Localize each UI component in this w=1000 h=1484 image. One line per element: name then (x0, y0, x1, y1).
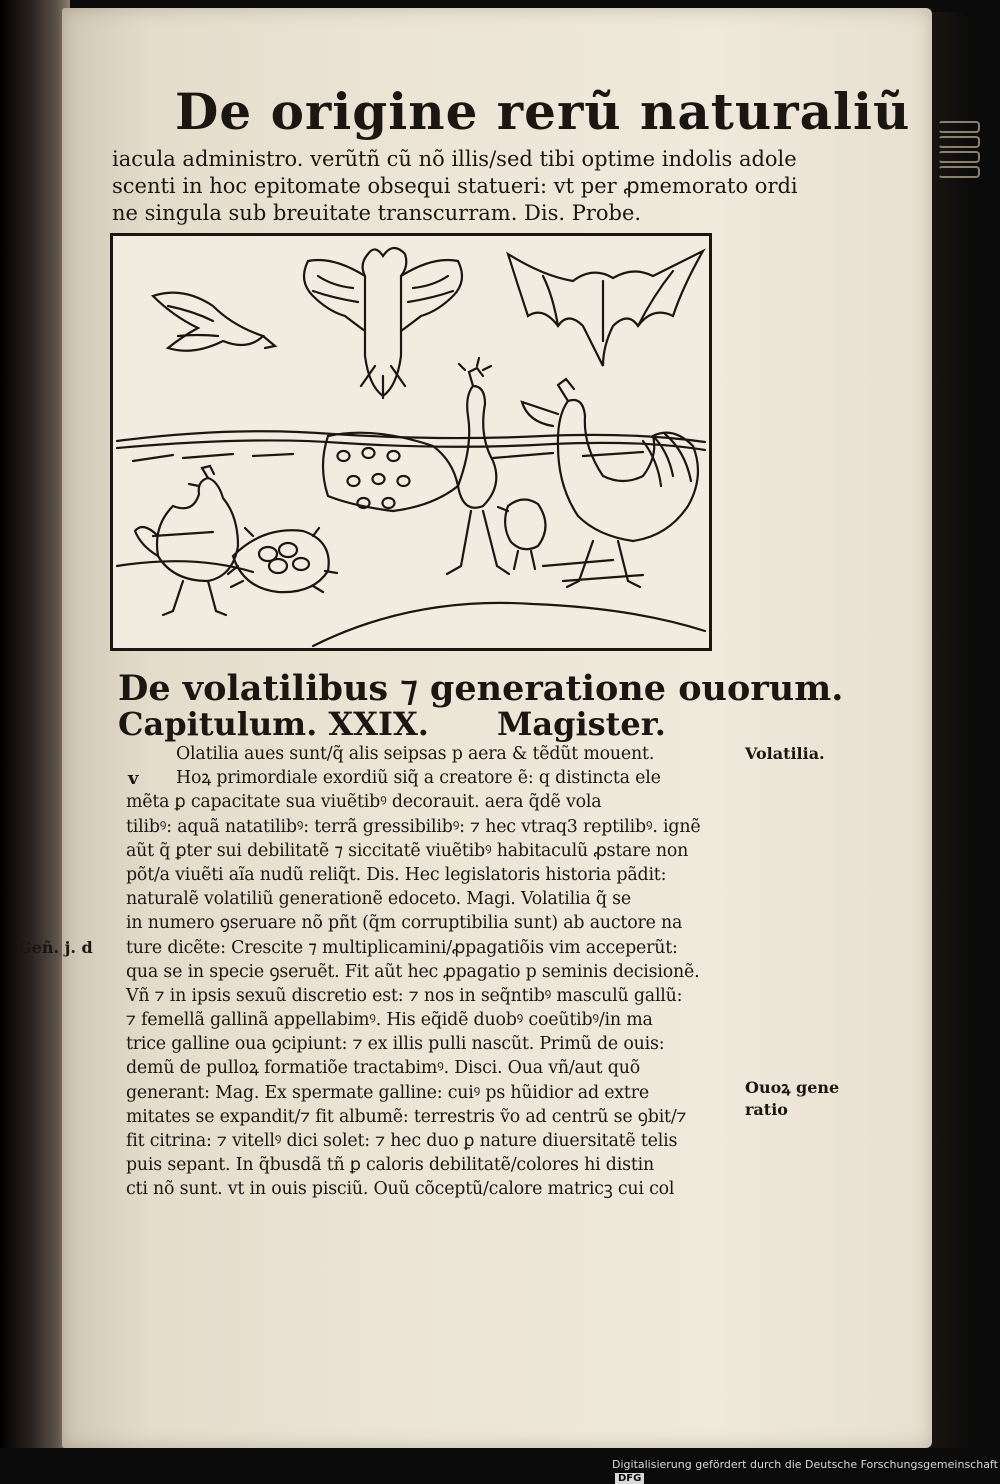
body-line: naturalẽ volatiliũ generationẽ edoceto. Magi. Volatilia q̃ se (126, 889, 631, 910)
body-line: mẽta ꝑ capacitate sua viuẽtibꝰ decorauit. aera q̃dẽ vola (126, 792, 602, 813)
intro-line: scenti in hoc epitomate obsequi statueri: vt per ꝓmemorato ordi (112, 174, 798, 198)
body-line: demũ de pulloꝝ formatiõe tractabimꝰ. Disci. Oua vñ/aut quõ (126, 1058, 640, 1079)
chapter-heading: De volatilibus ⁊ generatione ouorum. (118, 668, 844, 709)
drop-initial: v (128, 768, 139, 789)
body-line: Vñ ⁊ in ipsis sexuũ discretio est: ⁊ nos in seq̃ntibꝰ masculũ gallũ: (126, 985, 683, 1006)
margin-note-ouorum: Ouoꝝ gene (745, 1078, 840, 1097)
body-text-continued (126, 790, 700, 1201)
body-line: puis sepant. In q̃busdã tñ ꝑ caloris debilitatẽ/colores hi distin (126, 1155, 654, 1176)
body-line: ⁊ femellã gallinã appellabimꝰ. His eq̃idẽ duobꝰ coeũtibꝰ/in ma (126, 1010, 653, 1031)
binding-clasp-icon (938, 118, 980, 172)
chapter-number: Capitulum. XXIX. (118, 705, 429, 743)
body-line: Olatilia aues sunt/q̃ alis seipsas p aera & tẽdũt mouent. (176, 744, 655, 764)
body-line: in numero ꝯseruare nõ pñt (q̃m corruptibilia sunt) ab auctore na (126, 913, 683, 934)
intro-line: ne singula sub breuitate transcurram. Dis. Probe. (112, 201, 642, 225)
body-line: tilibꝰ: aquã natatilibꝰ: terrã gressibilibꝰ: ⁊ hec vtraq3 reptilibꝰ. ignẽ (126, 816, 701, 837)
footer-text: Digitalisierung gefördert durch die Deutsche Forschungsgemeinschaft (612, 1458, 998, 1471)
margin-note-ouorum-cont: ratio (745, 1100, 788, 1119)
chapter-label (118, 705, 666, 743)
body-text (176, 742, 661, 790)
body-line: mitates se expandit/⁊ fit albumẽ: terrestris ṽo ad centrũ se ꝯbit/⁊ (126, 1106, 687, 1127)
body-line: aũt q̃ ꝑter sui debilitatẽ ⁊ siccitatẽ viuẽtibꝰ habitaculũ ꝓstare non (126, 840, 689, 861)
birds-woodcut-icon (110, 233, 712, 651)
dfg-logo-icon: DFG (615, 1473, 644, 1484)
running-head: De origine rerũ naturaliũ (175, 82, 911, 141)
page-edge-background (930, 12, 1000, 1448)
body-line: cti nõ sunt. vt in ouis pisciũ. Ouũ cõceptũ/calore matricꝫ cui col (126, 1179, 675, 1200)
book-gutter-shadow (0, 0, 70, 1448)
intro-paragraph (112, 146, 798, 227)
footer-credit (612, 1458, 1000, 1484)
body-line: Hoꝝ primordiale exordiũ siq̃ a creatore ẽ: q distincta ele (176, 768, 661, 789)
body-line: fit citrina: ⁊ vitellꝰ dici solet: ⁊ hec duo ꝑ nature diuersitatẽ telis (126, 1131, 678, 1152)
margin-note-volatilia: Volatilia. (745, 744, 825, 763)
body-line: põt/a viuẽti aĩa nudũ reliq̃t. Dis. Hec legislatoris historia pãdit: (126, 864, 667, 885)
margin-note-genesis: Geñ. j. d (18, 938, 93, 957)
speaker-label: Magister. (496, 705, 666, 743)
body-line: generant: Mag. Ex spermate galline: cuiꝰ ps hũidior ad extre (126, 1082, 649, 1103)
body-line: qua se in specie ꝯseruẽt. Fit aũt hec ꝓpagatio p seminis decisionẽ. (126, 961, 700, 982)
intro-line: iacula administro. verũtñ cũ nõ illis/sed tibi optime indolis adole (112, 147, 797, 171)
body-line: trice galline oua ꝯcipiunt: ⁊ ex illis pulli nascũt. Primũ de ouis: (126, 1034, 665, 1055)
body-line: ture dicẽte: Crescite ⁊ multiplicamini/ꝓpagatiõis vim acceperũt: (126, 937, 678, 958)
